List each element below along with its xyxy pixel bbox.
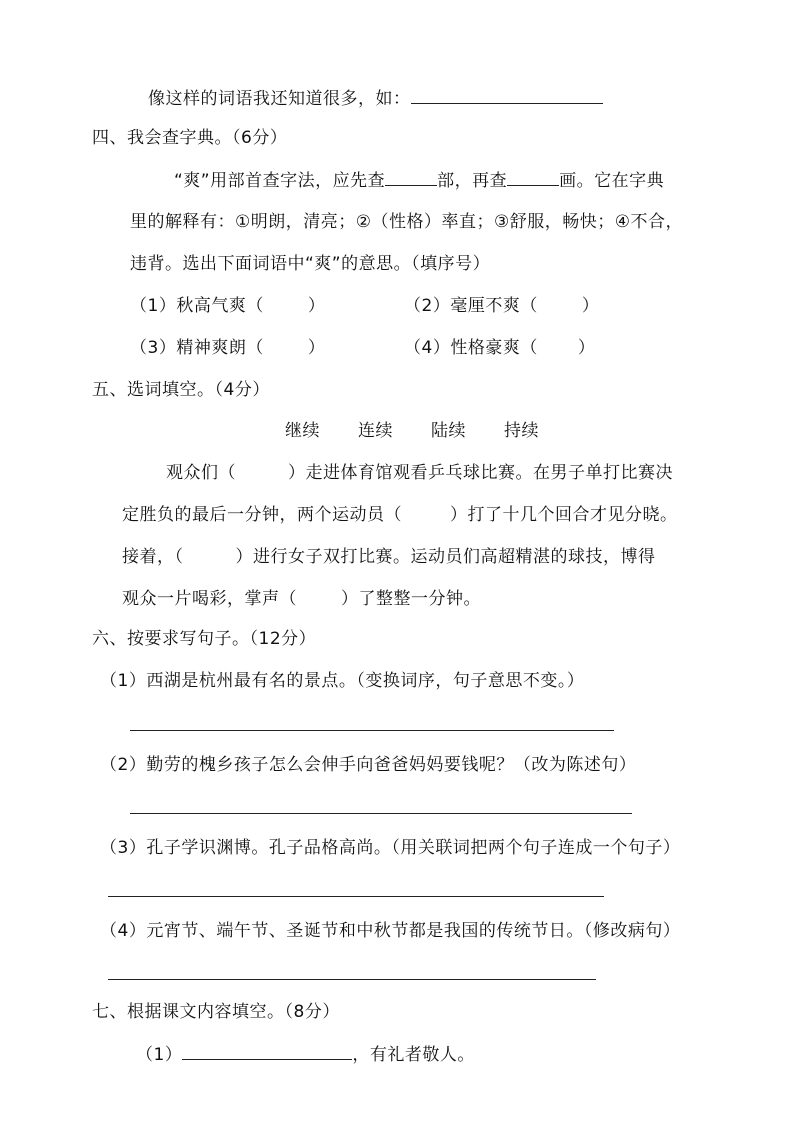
sec6-question-1: （1）西湖是杭州最有名的景点。（变换词序，句子意思不变。）: [100, 671, 585, 691]
sec7-question-1: [136, 1042, 475, 1067]
sec6-question-3: （3）孔子学识渊博。孔子品格高尚。（用关联词把两个句子连成一个句子）: [100, 838, 681, 858]
word-option: 继续: [285, 421, 320, 441]
sec4-item-2: [404, 294, 599, 318]
sec5-text: ）进行女子双打比赛。运动员们高超精湛的球技，博得: [235, 547, 656, 567]
word-bank: [285, 419, 539, 443]
sec5-text: 定胜负的最后一分钟，两个运动员（: [122, 505, 402, 525]
sec5-line-4: [122, 587, 481, 611]
sec4-item-3: [130, 336, 325, 360]
stroke-count-blank[interactable]: [507, 168, 559, 186]
sec5-line-1: [166, 461, 673, 485]
sec4-text-a: “爽”用部首查字法，应先查: [174, 171, 386, 191]
item-label: （1）秋高气爽（: [130, 296, 264, 316]
answer-line-4[interactable]: [108, 979, 596, 980]
item-close: ）: [307, 338, 326, 358]
sec4-text-b: 部，再查: [437, 171, 508, 191]
examples-answer-blank[interactable]: [411, 86, 603, 104]
sec4-item-1: [130, 294, 325, 318]
sec5-text: 接着，（: [122, 547, 184, 567]
item-label: （3）精神爽朗（: [130, 338, 264, 358]
sec5-text: ）了整整一分钟。: [341, 589, 481, 609]
sec4-text-c: 画。它在字典: [559, 171, 665, 191]
section-6-title: 六、按要求写句子。（12分）: [92, 629, 317, 649]
section-7-title: 七、根据课文内容填空。（8分）: [92, 1002, 340, 1022]
radical-blank[interactable]: [385, 168, 437, 186]
sec4-item-4: [404, 336, 595, 360]
examples-text: 像这样的词语我还知道很多，如：: [148, 89, 411, 109]
item-label: （4）性格豪爽（: [404, 338, 538, 358]
sec7-label: （1）: [136, 1045, 183, 1065]
section-5-title: 五、选词填空。（4分）: [92, 380, 270, 400]
word-option: 持续: [504, 421, 539, 441]
sec7-text: ，有礼者敬人。: [352, 1045, 475, 1065]
answer-line-1[interactable]: [130, 730, 614, 731]
sec6-question-4: （4）元宵节、端午节、圣诞节和中秋节都是我国的传统节日。（修改病句）: [100, 921, 681, 941]
sec5-line-2: [122, 503, 678, 527]
sec5-line-3: [122, 545, 656, 569]
sec4-paragraph-line-2: 里的解释有：①明朗，清亮；②（性格）率直；③舒服，畅快；④不合，: [130, 212, 683, 232]
sec4-paragraph-line-3: 违背。选出下面词语中“爽”的意思。（填序号）: [130, 254, 491, 274]
item-close: ）: [307, 296, 326, 316]
item-label: （2）毫厘不爽（: [404, 296, 538, 316]
sec5-text: 观众们（: [166, 463, 236, 483]
answer-line-3[interactable]: [108, 896, 604, 897]
sec4-paragraph-line-1: [174, 168, 664, 193]
sec5-text: ）走进体育馆观看乒乓球比赛。在男子单打比赛决: [288, 463, 673, 483]
sec5-text: ）打了十几个回合才见分晓。: [450, 505, 678, 525]
sec6-question-2: （2）勤劳的槐乡孩子怎么会伸手向爸爸妈妈要钱呢？（改为陈述句）: [100, 755, 637, 775]
word-option: 陆续: [431, 421, 466, 441]
answer-line-2[interactable]: [130, 813, 632, 814]
item-close: ）: [581, 296, 600, 316]
section-4-title: 四、我会查字典。（6分）: [92, 128, 288, 148]
item-close: ）: [577, 338, 596, 358]
word-option: 连续: [358, 421, 393, 441]
sec5-text: 观众一片喝彩，掌声（: [122, 589, 297, 609]
sec7-answer-blank[interactable]: [182, 1042, 352, 1060]
examples-line: [148, 86, 603, 111]
